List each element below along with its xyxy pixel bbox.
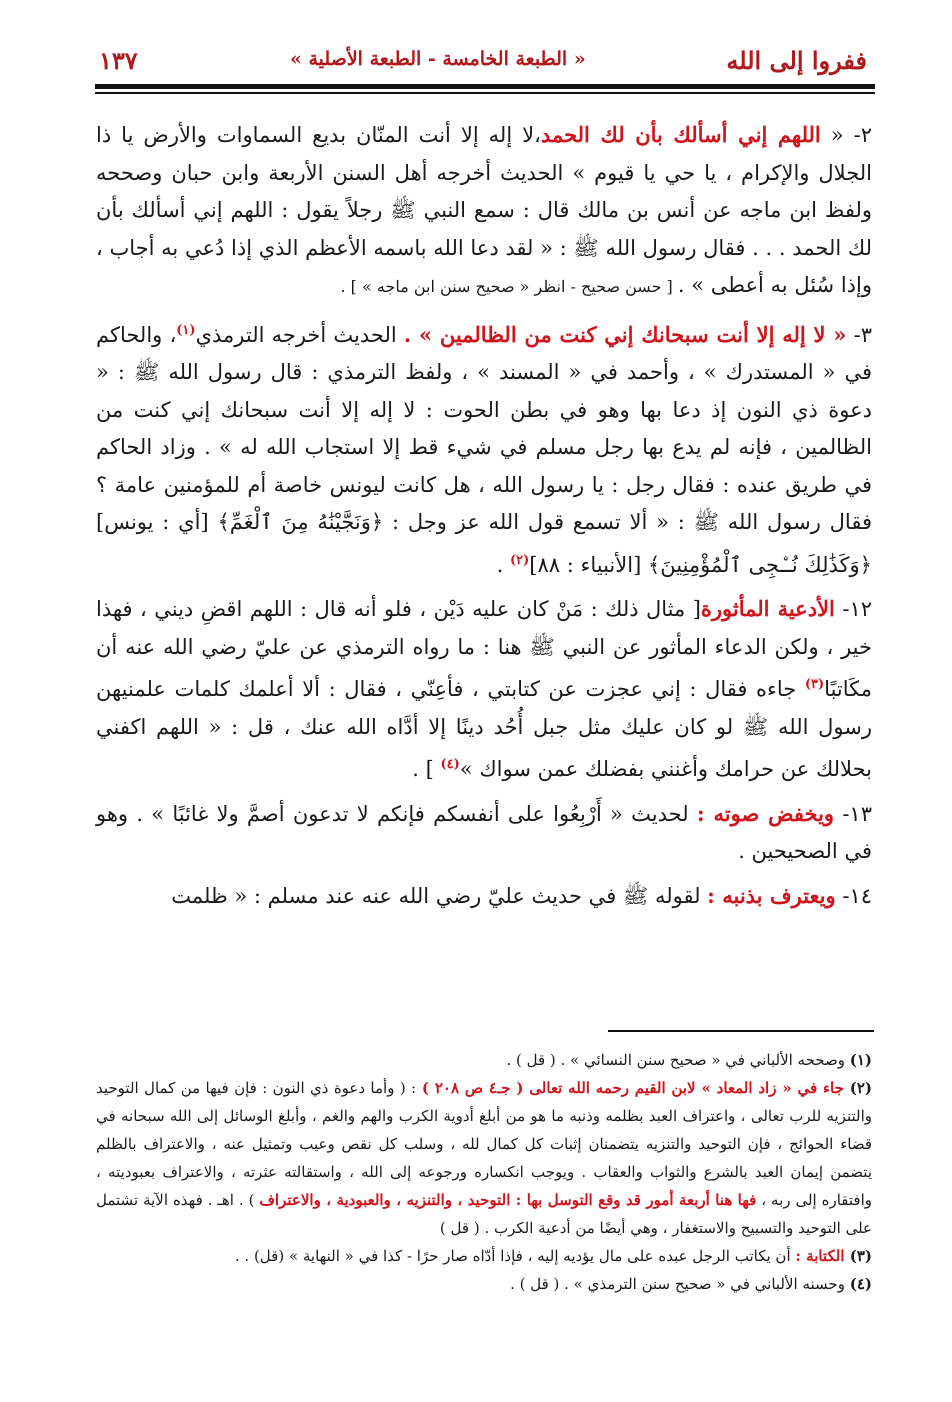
section-highlight: ويخفض صوته : [696,800,835,826]
book-title: ففروا إلى الله [726,46,867,75]
page-number: ١٣٧ [99,46,138,75]
footnotes [96,1046,872,1298]
header-rule-thin [95,92,875,94]
paragraph-2 [96,116,872,306]
dua-highlight: « لا إله إلا أنت سبحانك إني كنت من الظالمين » . [403,321,847,347]
footnote-text: ) . اهـ . فهذه الآية تشتمل على التوحيد والتسبيح والاستغفار ، وهي أيضًا من أدعية الكرب . ( قل ) [96,1191,872,1237]
edition-label: « الطبعة الخامسة - الطبعة الأصلية » [290,48,586,70]
footnote-ref-1[interactable]: (١) [176,322,196,338]
dua-highlight: اللهم إني أسألك بأن لك الحمد [540,122,821,147]
page-header [95,42,875,82]
footnote-term: الكتابة : [795,1247,850,1265]
paragraph-12 [96,590,872,789]
item-number: ١٢- [834,597,872,621]
footnote-ref-2[interactable]: (٢) [510,552,530,568]
footnote-1 [96,1046,872,1074]
paragraph-13 [96,795,872,871]
section-highlight: ويعترف بذنبه : [707,882,836,908]
paragraph-text: لحديث « أَرْبِعُوا على أنفسكم فإنكم لا تدعون أصمَّ ولا غائبًا » . وهو في الصحيحين . [96,801,872,863]
paragraph-14 [96,877,872,916]
paragraph-end: . [496,552,510,577]
footnote-2 [96,1074,872,1242]
footnote-3 [96,1242,872,1270]
footnote-number: (٤) [849,1275,872,1293]
main-text [96,116,872,921]
footnote-number: (٢) [849,1079,872,1097]
paragraph-text: الحديث أخرجه الترمذي [195,322,404,347]
section-highlight: الأدعية المأثورة [700,596,835,621]
paragraph-3 [96,312,872,585]
paragraph-text: جاءه فقال : إني عجزت عن كتابتي ، فأعِنّي ، فقال : ألا أعلمك كلمات علمنيهن رسول الله ﷺ لو كان عليك مثل جبل أُحُد دينًا إلا أدَّاه الله عنك ، قل : « اللهم اكفني بحلالك عن حرامك وأغنني بفضلك عمن سواك » [96,677,872,781]
quote-mark: « [820,123,844,147]
footnote-text: وحسنه الألباني في « صحيح سنن الترمذي » . ( قل ) . [510,1275,850,1293]
footnote-separator [608,1030,874,1032]
footnote-number: (١) [849,1051,872,1069]
footnote-text: : ( وأما دعوة ذي النون : فإن فيها من كمال التوحيد والتنزيه للرب تعالى ، واعتراف العبد بظلمه وذنبه ما هو من أبلغ أدوية الكرب والهم والغم ، وأبلغ الوسائل إلى الله سبحانه في قضاء الحوائج ، فإن التوحيد والتنزيه يتضمنان إثبات كل كمال لله ، وسلب كل نقص وعيب وتمثيل عنه ، والاعتراف بالظلم يتضمن إيمان العبد بالشرع والثواب والعقاب . ويوجب انكساره ورجوعه إلى الله ، واستقالته عثرته ، والاعتراف بعبوديته ، وافتقاره إلى ربه ، [96,1079,873,1209]
footnote-text: أن يكاتب الرجل عبده على مال يؤديه إليه ، فإذا أدّاه صار حرًا - كذا في « النهاية » (قل) . . [234,1247,796,1265]
paragraph-text: لقوله ﷺ في حديث عليّ رضي الله عنه عند مسلم : « ظلمت [171,883,708,908]
paragraph-end: ] . [412,757,441,781]
footnote-highlight: فها هنا أربعة أمور قد وقع التوسل بها : التوحيد ، والتنزيه ، والعبودية ، والاعتراف [259,1191,757,1209]
grading-note: [ حسن صحيح - انظر « صحيح سنن ابن ماجه » ] . [340,277,678,296]
header-rule-thick [95,84,875,89]
footnote-text: وصححه الألباني في « صحيح سنن النسائي » . ( قل ) . [506,1051,850,1069]
footnote-ref-4[interactable]: (٤) [440,757,460,772]
footnote-4 [96,1270,872,1298]
footnote-ref-3[interactable]: (٣) [804,677,825,692]
footnote-number: (٣) [849,1247,872,1265]
item-number: ٣- [846,322,872,347]
item-number: ١٤- [835,883,872,908]
item-number: ١٣- [834,801,872,826]
paragraph-text: ، والحاكم في « المستدرك » ، وأحمد في « المسند » ، ولفظ الترمذي : قال رسول الله ﷺ : « دعوة ذي النون إذ دعا بها وهو في بطن الحوت : لا إله إلا أنت سبحانك إني كنت من الظالمين ، فإنه لم يدع بها رجل مسلم في شيء قط إلا استجاب الله له » . وزاد الحاكم في طريق عنده : فقال رجل : يا رسول الله ، هل كانت ليونس خاصة أم للمؤمنين عامة ؟ فقال رسول الله ﷺ : « ألا تسمع قول الله عز وجل : ﴿وَنَجَّيْنَٰهُ مِنَ ٱلْغَمِّ﴾ [أي : يونس] ﴿وَكَذَٰلِكَ نُـۨجِى ٱلْمُؤْمِنِينَ﴾ [الأنبياء : ٨٨] [96,322,872,577]
paragraph-text: [ مثال ذلك : مَنْ كان عليه دَيْن ، فلو أنه قال : اللهم اقضِ ديني ، فهذا خير ، ولكن الدعاء المأثور عن النبي ﷺ هنا : ما رواه الترمذي عن عليّ رضي الله عنه أن مكَاتبًا [96,597,872,701]
footnote-source: جاء في « زاد المعاد » لابن القيم رحمه الله تعالى ( جـ٤ ص ٢٠٨ ) [416,1079,850,1097]
item-number: ٢- [843,123,872,147]
paragraph-text: ،لا إله إلا أنت المنّان بديع السماوات والأرض يا ذا الجلال والإكرام ، يا حي يا قيوم » الحديث أخرجه أهل السنن الأربعة وابن حبان وصححه ولفظ ابن ماجه عن أنس بن مالك قال : سمع النبي ﷺ رجلاً يقول : اللهم إني أسألك بأن لك الحمد . . . فقال رسول الله ﷺ : « لقد دعا الله باسمه الأعظم الذي إذا دُعي به أجاب ، وإذا سُئل به أعطى » . [96,123,872,297]
